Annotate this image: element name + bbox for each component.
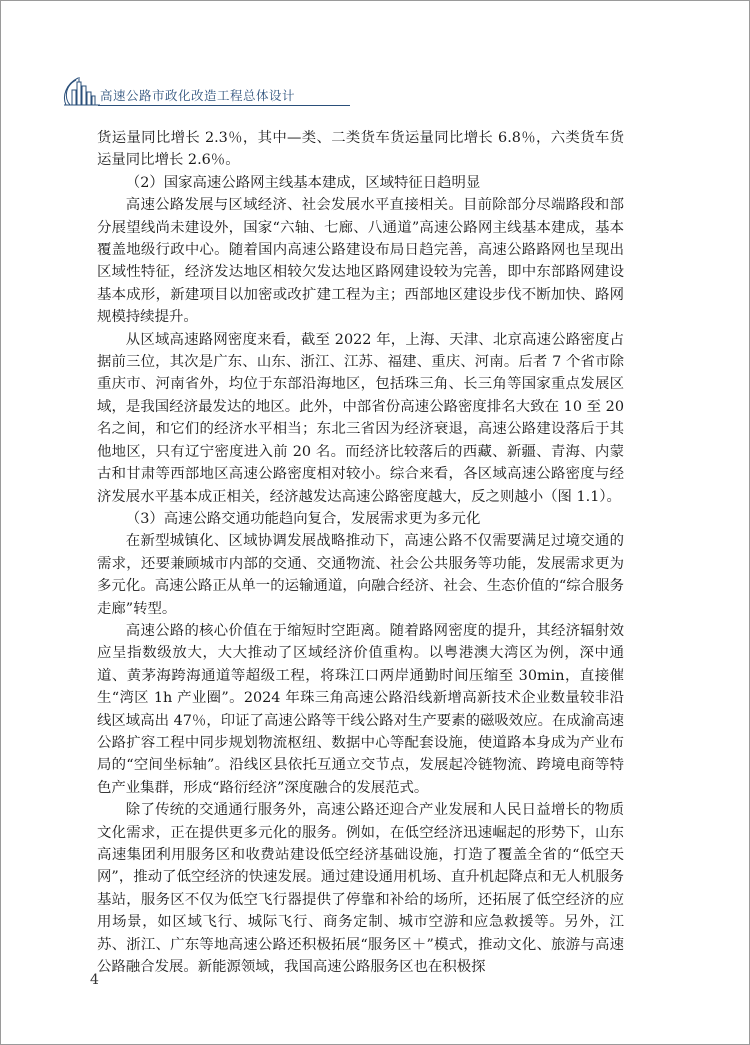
paragraph-4: 在新型城镇化、区域协调发展战略推动下，高速公路不仅需要满足过境交通的需求，还要兼顾城市内部的交通、交通物流、社会公共服务等功能，发展需求更为多元化。高速公路正从单一的运输通道，向融合经济、社会、生态价值的“综合服务走廊”转型。 [97, 533, 624, 617]
header-title: 高速公路市政化改造工程总体设计 [100, 88, 296, 103]
section-heading-3: （3）高速公路交通功能趋向复合，发展需求更为多元化 [125, 510, 481, 527]
section-heading-2: （2）国家高速公路网主线基本建成，区域特征日趋明显 [125, 174, 481, 191]
body-text [97, 127, 624, 978]
paragraph-5: 高速公路的核心价值在于缩短时空距离。随着路网密度的提升，其经济辐射效应呈指数级放大，大大推动了区域经济价值重构。以粤港澳大湾区为例，深中通道、黄茅海跨海通道等超级工程，将珠江口两岸通勤时间压缩至 30min，直接催生“湾区 1h 产业圈”。2024 年珠三角高速公路沿线新增高新技术企业数量较非沿线区域高出 47％，印证了高速公路等干线公路对生产要素的磁吸效应。在成渝高速公路扩容工程中同步规划物流枢纽、数据中心等配套设施，使道路本身成为产业布局的“空间坐标轴”。沿线区县依托互通立交节点，发展起冷链物流、跨境电商等特色产业集群，形成“路衍经济”深度融合的发展范式。 [97, 622, 624, 796]
paragraph-3: 从区域高速路网密度来看，截至 2022 年，上海、天津、北京高速公路密度占据前三位，其次是广东、山东、浙江、江苏、福建、重庆、河南。后者 7 个省市除重庆市、河南省外，均位于东部沿海地区，包括珠三角、长三角等国家重点发展区域，是我国经济最发达的地区。此外，中部省份高速公路密度排名大致在 10 至 20 名之间，和它们的经济水平相当；东北三省因为经济衰退，高速公路建设落后于其他地区，只有辽宁密度进入前 20 名。而经济比较落后的西藏、新疆、青海、内蒙古和甘肃等西部地区高速公路密度相对较小。综合来看，各区域高速公路密度与经济发展水平基本成正相关，经济越发达高速公路密度越大，反之则越小（图 1.1）。 [97, 331, 624, 505]
page-number: 4 [90, 972, 99, 988]
paragraph-2: 高速公路发展与区域经济、社会发展水平直接相关。目前除部分尽端路段和部分展望线尚未建设外，国家“六轴、七廊、八通道”高速公路网主线基本建成，基本覆盖地级行政中心。随着国内高速公路建设布局日趋完善，高速公路路网也呈现出区域性特征，经济发达地区相较欠发达地区路网建设较为完善，即中东部路网建设基本成形，新建项目以加密或改扩建工程为主；西部地区建设步伐不断加快、路网规模持续提升。 [97, 197, 624, 326]
paragraph-1: 货运量同比增长 2.3％，其中—类、二类货车货运量同比增长 6.8％，六类货车货运量同比增长 2.6％。 [97, 130, 624, 169]
header-divider [98, 105, 350, 106]
city-skyline-icon [62, 72, 102, 106]
running-header [62, 72, 322, 108]
paragraph-6: 除了传统的交通通行服务外，高速公路还迎合产业发展和人民日益增长的物质文化需求，正在提供更多元化的服务。例如，在低空经济迅速崛起的形势下，山东高速集团利用服务区和收费站建设低空经济基础设施，打造了覆盖全省的“低空天网”，推动了低空经济的快速发展。通过建设通用机场、直升机起降点和无人机服务基站，服务区不仅为低空飞行器提供了停靠和补给的场所，还拓展了低空经济的应用场景，如区域飞行、城际飞行、商务定制、城市空游和应急救援等。另外，江苏、浙江、广东等地高速公路还积极拓展“服务区＋”模式，推动文化、旅游与高速公路融合发展。新能源领域，我国高速公路服务区也在积极探 [97, 802, 624, 976]
